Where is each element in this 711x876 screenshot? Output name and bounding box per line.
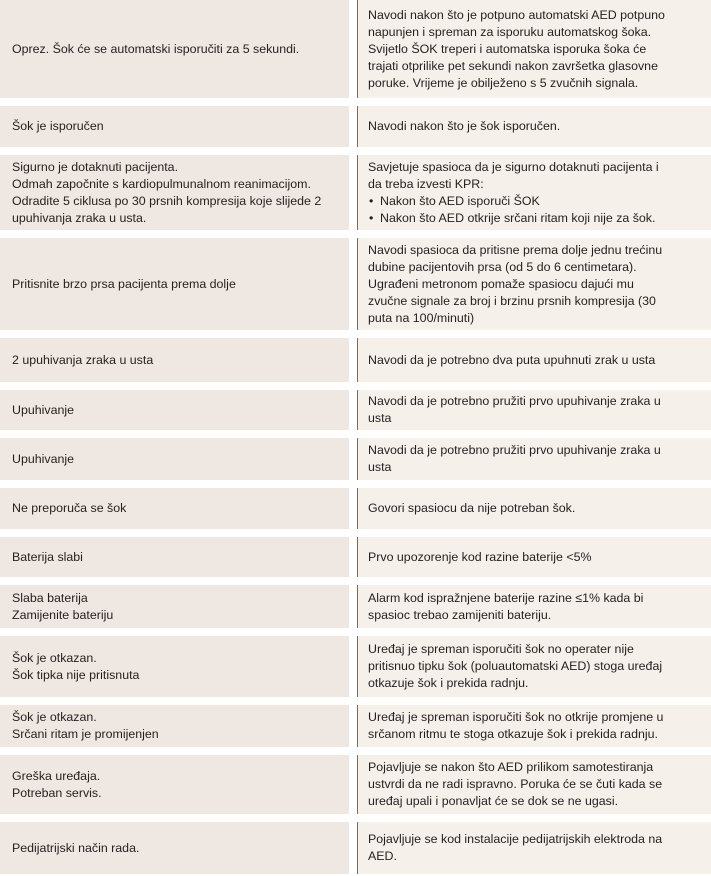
message-text: Šok je otkazan. bbox=[12, 710, 97, 724]
table-row bbox=[0, 155, 711, 230]
message-cell bbox=[0, 537, 349, 577]
message-text: Pedijatrijski način rada. bbox=[12, 840, 140, 855]
description-cell bbox=[357, 755, 711, 814]
description-cell bbox=[357, 238, 711, 330]
message-cell bbox=[0, 390, 349, 430]
description-cell bbox=[357, 390, 711, 430]
description-text: AED. bbox=[368, 849, 397, 863]
description-text: ustvrdi da ne radi ispravno. Poruka će se čuti kada se bbox=[368, 777, 663, 791]
description-text: Svijetlo ŠOK treperi i automatska isporuka šoka će bbox=[368, 41, 647, 56]
message-text: Greška uređaja. bbox=[12, 768, 101, 783]
description-text: da treba izvesti KPR: bbox=[368, 176, 484, 191]
table-row bbox=[0, 338, 711, 382]
message-cell bbox=[0, 106, 349, 147]
message-text: Šok je isporučen bbox=[12, 119, 104, 133]
description-text: Navodi da je potrebno pružiti prvo upuhivanje zraka u bbox=[368, 394, 661, 408]
bullet-item: • Nakon što AED otkrije srčani ritam koji nije za šok. bbox=[368, 210, 705, 227]
table-row bbox=[0, 238, 711, 330]
description-cell bbox=[357, 537, 711, 577]
description-text: Navodi da je potrebno pružiti prvo upuhivanje zraka u bbox=[368, 443, 661, 457]
table-row bbox=[0, 390, 711, 430]
message-text: Šok je otkazan. bbox=[12, 650, 97, 665]
description-text: trajati otprilike pet sekundi nakon završetka glasovne bbox=[368, 58, 658, 73]
description-text: spasioc trebao zamijeniti bateriju. bbox=[368, 607, 552, 622]
message-text: Upuhivanje bbox=[12, 402, 74, 417]
message-text: Zamijenite bateriju bbox=[12, 607, 114, 622]
description-text: otkazuje šok i prekida radnju. bbox=[368, 676, 529, 690]
message-text: 2 upuhivanja zraka u usta bbox=[12, 352, 154, 367]
message-cell bbox=[0, 755, 349, 814]
description-text: Alarm kod ispražnjene baterije razine ≤1% kada bi bbox=[368, 590, 644, 605]
message-text: Sigurno je dotaknuti pacijenta. bbox=[12, 159, 179, 174]
description-cell bbox=[357, 0, 711, 98]
description-cell bbox=[357, 488, 711, 529]
description-text: Navodi da je potrebno dva puta upuhnuti zrak u usta bbox=[368, 352, 656, 367]
description-text: Govori spasiocu da nije potreban šok. bbox=[368, 501, 576, 515]
description-text: napunjen i spreman za isporuku automatskog šoka. bbox=[368, 24, 652, 39]
description-text: Uređaj je spreman isporučiti šok no operater nije bbox=[368, 642, 634, 656]
description-text: usta bbox=[368, 460, 392, 474]
description-text: Pojavljuje se nakon što AED prilikom samotestiranja bbox=[368, 760, 654, 774]
description-text: Navodi spasioca da pritisne prema dolje jednu trećinu bbox=[368, 242, 663, 257]
description-text: Prvo upozorenje kod razine baterije <5% bbox=[368, 549, 592, 564]
description-cell bbox=[357, 155, 711, 230]
message-text: Slaba baterija bbox=[12, 590, 88, 605]
table-row bbox=[0, 822, 711, 874]
message-cell bbox=[0, 238, 349, 330]
description-cell bbox=[357, 636, 711, 697]
message-cell bbox=[0, 585, 349, 628]
description-text: Savjetuje spasioca da je sigurno dotaknuti pacijenta i bbox=[368, 159, 659, 174]
message-text: Baterija slabi bbox=[12, 549, 83, 564]
message-cell bbox=[0, 155, 349, 230]
message-cell bbox=[0, 0, 349, 98]
description-text: Navodi nakon što je šok isporučen. bbox=[368, 119, 561, 133]
table-row bbox=[0, 438, 711, 480]
message-cell bbox=[0, 822, 349, 874]
table-row bbox=[0, 537, 711, 577]
description-text: Ugrađeni metronom pomaže spasiocu dajući mu bbox=[368, 276, 634, 291]
description-cell bbox=[357, 106, 711, 147]
description-cell bbox=[357, 585, 711, 628]
description-text: pritisnuo tipku šok (poluautomatski AED) stoga uređaj bbox=[368, 659, 663, 673]
message-cell bbox=[0, 488, 349, 529]
message-text: Odradite 5 ciklusa po 30 prsnih kompresija koje slijede 2 bbox=[12, 193, 322, 208]
description-text: puta na 100/minuti) bbox=[368, 310, 475, 325]
description-cell bbox=[357, 438, 711, 480]
description-cell bbox=[357, 822, 711, 874]
table-row bbox=[0, 0, 711, 98]
message-text: Potreban servis. bbox=[12, 785, 102, 800]
message-text: Ne preporuča se šok bbox=[12, 501, 127, 515]
message-text: Upuhivanje bbox=[12, 451, 74, 466]
description-text: dubine pacijentovih prsa (od 5 do 6 centimetara). bbox=[368, 259, 637, 274]
message-cell bbox=[0, 705, 349, 747]
table-row bbox=[0, 755, 711, 814]
message-text: Oprez. Šok će se automatski isporučiti za 5 sekundi. bbox=[12, 41, 300, 56]
description-text: poruke. Vrijeme je obilježeno s 5 zvučnih signala. bbox=[368, 75, 639, 90]
table-row bbox=[0, 488, 711, 529]
message-text: Odmah započnite s kardiopulmunalnom reanimacijom. bbox=[12, 176, 311, 191]
table-row bbox=[0, 636, 711, 697]
message-cell bbox=[0, 438, 349, 480]
message-text: Šok tipka nije pritisnuta bbox=[12, 667, 140, 682]
description-text: Pojavljuje se kod instalacije pedijatrijskih elektroda na bbox=[368, 832, 663, 846]
description-text: Navodi nakon što je potpuno automatski AED potpuno bbox=[368, 7, 665, 22]
description-text: Uređaj je spreman isporučiti šok no otkrije promjene u bbox=[368, 710, 664, 724]
message-cell bbox=[0, 636, 349, 697]
message-cell bbox=[0, 338, 349, 382]
bullet-item: • Nakon što AED isporuči ŠOK bbox=[368, 193, 705, 210]
description-cell bbox=[357, 338, 711, 382]
message-text: Pritisnite brzo prsa pacijenta prema dolje bbox=[12, 276, 236, 291]
table-row bbox=[0, 705, 711, 747]
table-row bbox=[0, 106, 711, 147]
table-row bbox=[0, 585, 711, 628]
description-text: zvučne signale za broj i brzinu prsnih kompresija (30 bbox=[368, 293, 656, 308]
message-text: Srčani ritam je promijenjen bbox=[12, 727, 159, 741]
description-text: srčanom ritmu te stoga otkazuje šok i prekida radnju. bbox=[368, 727, 658, 741]
description-cell bbox=[357, 705, 711, 747]
message-text: upuhivanja zraka u usta. bbox=[12, 210, 147, 225]
description-text: usta bbox=[368, 411, 392, 425]
description-text: uređaj upali i ponavljat će se dok se ne ugasi. bbox=[368, 794, 619, 808]
